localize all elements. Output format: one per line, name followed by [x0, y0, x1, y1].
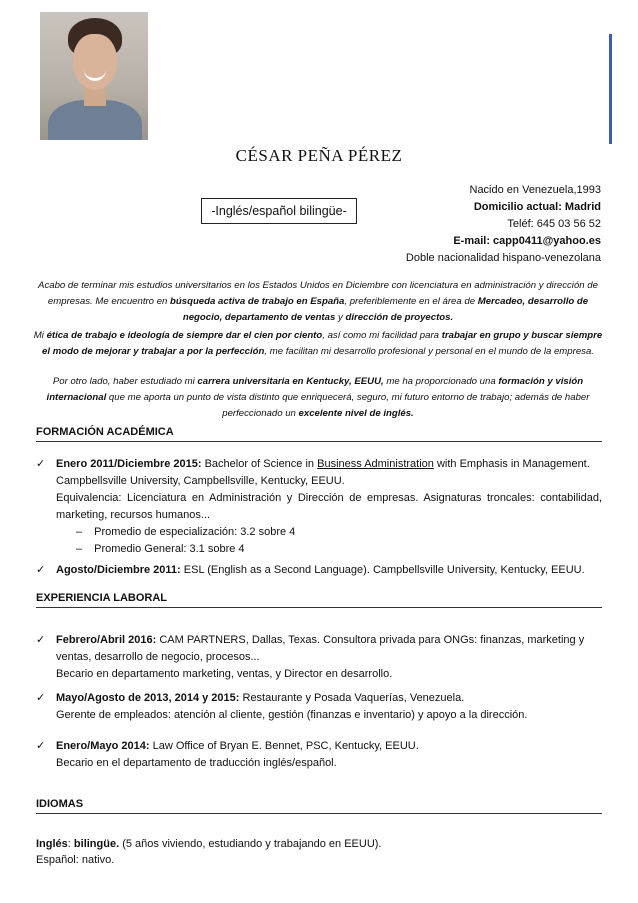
email-info: E-mail: capp0411@yahoo.es: [453, 235, 601, 247]
check-icon: ✓: [36, 564, 46, 576]
phone-info: Teléf: 645 03 56 52: [507, 218, 601, 230]
bilingual-tag: -Inglés/español bilingüe-: [201, 198, 357, 224]
contact-block: [406, 182, 601, 267]
intro-paragraph-3: Por otro lado, haber estudiado mi carrera universitaria en Kentucky, EEUU, me ha proporcionado una formación y visión internacional que me aporta un punto de vista distinto que enriquecerá, seguro, mi futuro entorno de trabajo; además de haber perfeccionado un excelente nivel de inglés.: [46, 376, 590, 419]
intro-paragraph-1: Acabo de terminar mis estudios universitarios en los Estados Unidos en Diciembre con licenciatura en administración y dirección de empresas. Me encuentro en búsqueda activa de trabajo en España, preferiblemente en el área de Mercadeo, desarrollo de negocio, departamento de ventas y dirección de proyectos.: [38, 280, 598, 323]
photo-shirt: [48, 100, 142, 140]
education-heading: FORMACIÓN ACADÉMICA: [36, 426, 602, 442]
profile-photo: [40, 12, 148, 140]
experience-entry-law: ✓ Enero/Mayo 2014: Law Office of Bryan E. Bennet, PSC, Kentucky, EEUU. Becario en el departamento de traducción inglés/español.: [36, 740, 419, 769]
birth-info: Nacido en Venezuela,1993: [469, 184, 601, 196]
check-icon: ✓: [36, 634, 46, 646]
photo-face: [73, 34, 117, 90]
nationality-info: Doble nacionalidad hispano-venezolana: [405, 252, 601, 264]
education-entry-esl: ✓ Agosto/Diciembre 2011: ESL (English as a Second Language). Campbellsville University, Kentucky, EEUU.: [36, 562, 602, 579]
check-icon: ✓: [36, 692, 46, 704]
candidate-name: CÉSAR PEÑA PÉREZ: [235, 146, 403, 165]
gpa-specialization: – Promedio de especialización: 3.2 sobre 4: [76, 524, 602, 541]
experience-entry-restaurant: ✓ Mayo/Agosto de 2013, 2014 y 2015: Restaurante y Posada Vaquerías, Venezuela. Gerente de empleados: atención al cliente, gestión (finanzas e inventario) y apoyo a la dirección.: [36, 692, 528, 721]
education-entry-bachelor: ✓ Enero 2011/Diciembre 2015: Bachelor of Science in Business Administration with Emphasis in Management. Campbellsville University, Campbellsville, Kentucky, EEUU. Equivalencia: Licenciatura en Administración y Dirección de empresas. Asignaturas troncales: contabilidad, marketing, recursos humanos... – Promedio de especialización: 3.2 sobre 4 – Promedio General: 3.1 sobre 4: [36, 456, 602, 558]
check-icon: ✓: [36, 458, 46, 470]
check-icon: ✓: [36, 740, 46, 752]
languages-heading: IDIOMAS: [36, 798, 602, 814]
gpa-general: – Promedio General: 3.1 sobre 4: [76, 541, 602, 558]
address-info: Domicilio actual: Madrid: [473, 201, 601, 213]
language-english: Inglés: bilingüe. (5 años viviendo, estudiando y trabajando en EEUU).: [36, 838, 382, 850]
experience-heading: EXPERIENCIA LABORAL: [36, 592, 602, 608]
accent-bar: [609, 34, 612, 144]
languages-block: [36, 836, 381, 868]
intro-paragraph-2: Mi ética de trabajo e ideología de siempre dar el cien por ciento, así como mi facilidad para trabajar en grupo y buscar siempre el modo de mejorar y trabajar a por la perfección, me facilitan mi desarrollo profesional y personal en el mundo de la empresa.: [33, 330, 603, 357]
experience-entry-cam: ✓ Febrero/Abril 2016: CAM PARTNERS, Dallas, Texas. Consultora privada para ONGs: finanzas, marketing y ventas, desarrollo de negocio, procesos... Becario en departamento marketing, ventas, y Director en desarrollo.: [36, 634, 585, 680]
language-spanish: Español: nativo.: [36, 854, 115, 866]
